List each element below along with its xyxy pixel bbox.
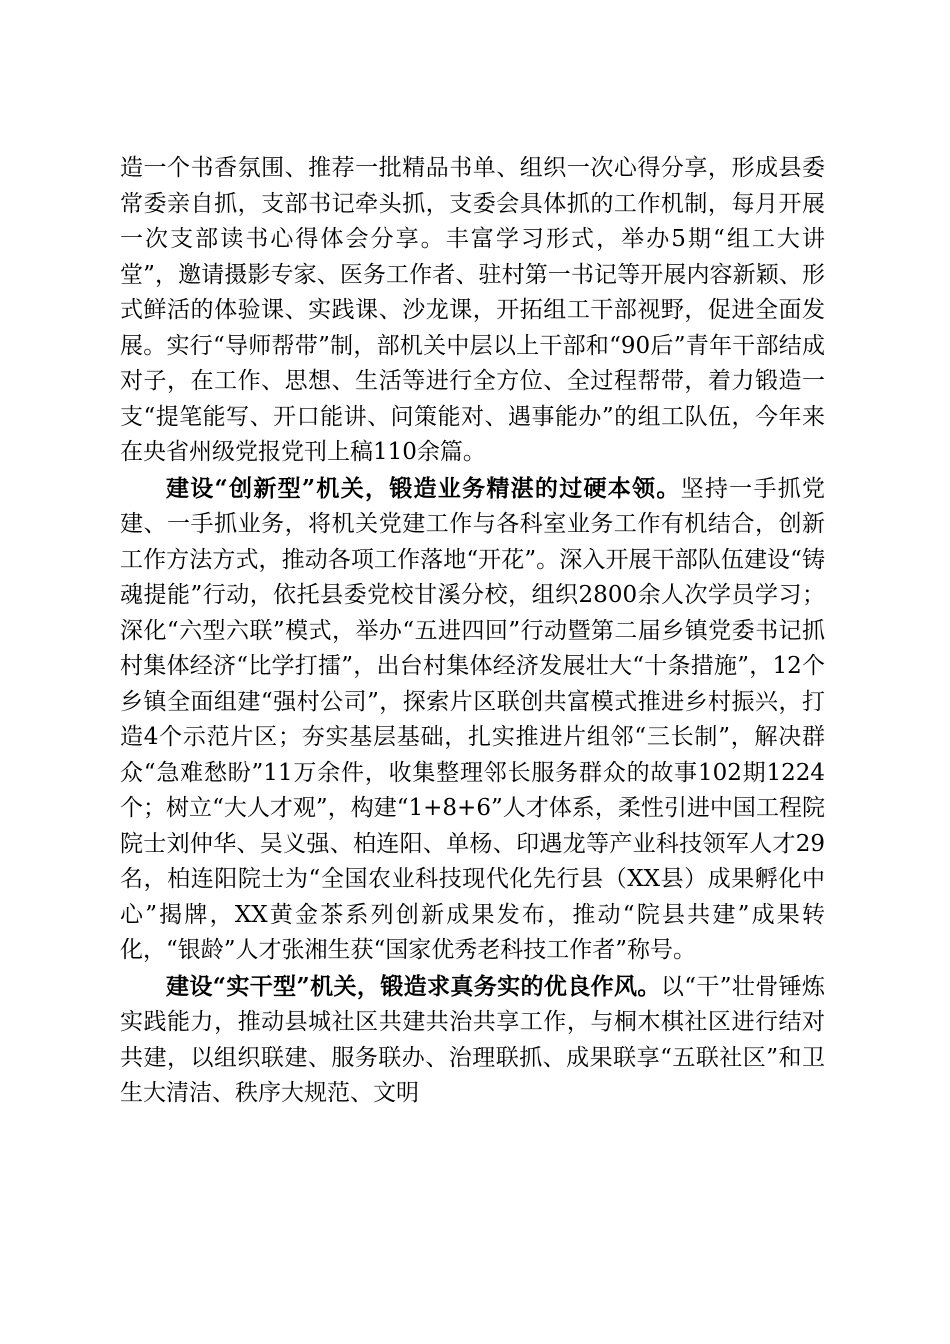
paragraph-3-text: 以“干”壮骨锤炼实践能力，推动县城社区共建共治共享工作，与桐木棋社区进行结对共建，以组织联建、服务联办、治理联抓、成果联享“五联社区”和卫生大清洁、秩序大规范、文明 xyxy=(120,973,825,1106)
paragraph-1-text: 造一个书香氛围、推荐一批精品书单、组织一次心得分享，形成县委常委亲自抓，支部书记牵头抓，支委会具体抓的工作机制，每月开展一次支部读书心得体会分享。丰富学习形式，举办5期“组工大讲堂”，邀请摄影专家、医务工作者、驻村第一书记等开展内容新颖、形式鲜活的体验课、实践课、沙龙课，开拓组工干部视野，促进全面发展。实行“导师帮带”制，部机关中层以上干部和“90后”青年干部结成对子，在工作、思想、生活等进行全方位、全过程帮带，着力锻造一支“提笔能写、开口能讲、问策能对、遇事能办”的组工队伍，今年来在央省州级党报党刊上稿110余篇。 xyxy=(120,155,825,465)
paragraph-1 xyxy=(120,150,825,471)
paragraph-3-lead: 建设“实干型”机关，锻造求真务实的优良作风。 xyxy=(166,972,661,1000)
paragraph-3 xyxy=(120,969,825,1112)
document-body xyxy=(120,150,825,1112)
paragraph-2-lead: 建设“创新型”机关，锻造业务精湛的过硬本领。 xyxy=(166,474,681,502)
paragraph-2-text: 坚持一手抓党建、一手抓业务，将机关党建工作与各科室业务工作有机结合，创新工作方法方式，推动各项工作落地“开花”。深入开展干部队伍建设“铸魂提能”行动，依托县委党校甘溪分校，组织2800余人次学员学习；深化“六型六联”模式，举办“五进四回”行动暨第二届乡镇党委书记抓村集体经济“比学打擂”，出台村集体经济发展壮大“十条措施”，12个乡镇全面组建“强村公司”，探索片区联创共富模式推进乡村振兴，打造4个示范片区；夯实基层基础，扎实推进片组邻“三长制”，解决群众“急难愁盼”11万余件，收集整理邻长服务群众的故事102期1224个；树立“大人才观”，构建“1+8+6”人才体系，柔性引进中国工程院院士刘仲华、吴义强、柏连阳、单杨、印遇龙等产业科技领军人才29名，柏连阳院士为“全国农业科技现代化先行县（XX县）成果孵化中心”揭牌，XX黄金茶系列创新成果发布，推动“院县共建”成果转化，“银龄”人才张湘生获“国家优秀老科技工作者”称号。 xyxy=(120,475,826,963)
paragraph-2 xyxy=(120,471,825,969)
